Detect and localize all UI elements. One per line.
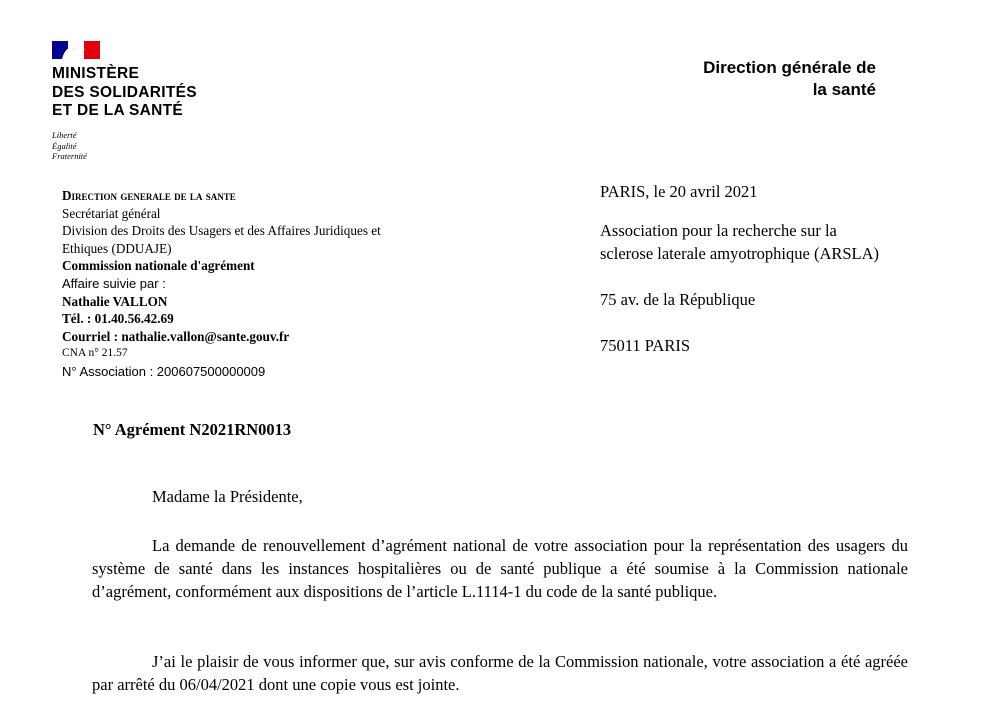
motto-egalite: Égalité — [52, 140, 77, 151]
letter-paragraph-2: J’ai le plaisir de vous informer que, sur avis conforme de la Commission nationale, votre association a été agréée par arrêté du 06/04/2021 dont une copie vous est jointe. — [92, 652, 908, 694]
recipient-city: 75011 PARIS — [600, 336, 691, 355]
marianne-logo-icon — [52, 41, 100, 59]
ministry-name — [52, 65, 197, 121]
direction-header — [620, 57, 876, 101]
sender-cna-number: CNA n° 21.57 — [62, 347, 128, 360]
sender-division-line-1: Division des Droits des Usagers et des Affaires Juridiques et — [62, 223, 381, 239]
sender-division-line-2: Ethiques (DDUAJE) — [62, 240, 172, 256]
sender-followed-by: Affaire suivie par : — [62, 275, 166, 291]
sender-block — [62, 187, 381, 381]
sender-direction: Direction generale de la sante — [62, 188, 236, 203]
direction-header-line-1: Direction générale de — [703, 58, 876, 77]
place-and-date: PARIS, le 20 avril 2021 — [600, 182, 758, 201]
sender-secretariat: Secrétariat général — [62, 205, 161, 221]
recipient-address: 75 av. de la République — [600, 290, 756, 309]
recipient-name-line-2: sclerose laterale amyotrophique (ARSLA) — [600, 244, 880, 263]
recipient-block — [600, 180, 879, 357]
direction-header-line-2: la santé — [812, 80, 876, 99]
sender-association-number: N° Association : 200607500000009 — [62, 363, 266, 379]
sender-email: Courriel : nathalie.vallon@sante.gouv.fr — [62, 328, 290, 344]
ministry-line-1: MINISTÈRE — [52, 65, 140, 82]
letter-paragraph-1: La demande de renouvellement d’agrément national de votre association pour la représentation des usagers du système de santé dans les instances hospitalières ou de santé publique a été soumise à la Commission nationale d’agrément, conformément aux dispositions de l’article L.1114-1 du code de la santé publique. — [92, 536, 908, 601]
sender-phone: Tél. : 01.40.56.42.69 — [62, 311, 174, 327]
sender-commission: Commission nationale d'agrément — [62, 258, 255, 274]
sender-contact-name: Nathalie VALLON — [62, 293, 168, 309]
ministry-line-2: DES SOLIDARITÉS — [52, 83, 197, 101]
ministry-line-3: ET DE LA SANTÉ — [52, 102, 184, 119]
motto-liberte: Liberté — [52, 130, 77, 140]
salutation: Madame la Présidente, — [152, 487, 303, 506]
recipient-name-line-1: Association pour la recherche sur la — [600, 221, 837, 240]
republic-motto — [52, 130, 87, 162]
agrement-number: N° Agrément N2021RN0013 — [93, 420, 292, 439]
motto-fraternite: Fraternité — [52, 151, 87, 161]
